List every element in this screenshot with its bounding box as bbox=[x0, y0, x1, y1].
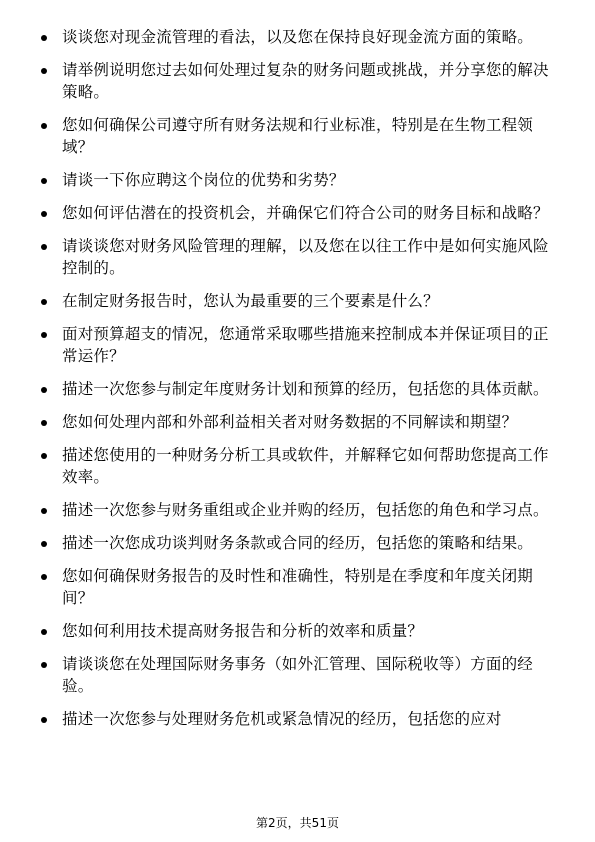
bullet-icon bbox=[41, 332, 47, 338]
question-item bbox=[41, 708, 561, 730]
question-item bbox=[41, 169, 561, 191]
question-item bbox=[41, 59, 561, 103]
question-item bbox=[41, 26, 561, 48]
page-number-footer: 第2页，共51页 bbox=[256, 816, 339, 830]
question-text: 描述一次您参与制定年度财务计划和预算的经历，包括您的具体贡献。 bbox=[62, 380, 549, 398]
question-text: 请谈谈您在处理国际财务事务（如外汇管理、国际税收等）方面的经验。 bbox=[62, 655, 534, 695]
bullet-icon bbox=[41, 387, 47, 393]
bullet-icon bbox=[41, 35, 47, 41]
question-text: 您如何利用技术提高财务报告和分析的效率和质量？ bbox=[62, 622, 424, 640]
question-text: 您如何评估潜在的投资机会，并确保它们符合公司的财务目标和战略？ bbox=[62, 204, 549, 222]
question-item bbox=[41, 290, 561, 312]
question-item bbox=[41, 653, 561, 697]
bullet-icon bbox=[41, 717, 47, 723]
bullet-icon bbox=[41, 629, 47, 635]
question-text: 您如何处理内部和外部利益相关者对财务数据的不同解读和期望？ bbox=[62, 413, 518, 431]
question-item bbox=[41, 378, 561, 400]
bullet-icon bbox=[41, 123, 47, 129]
bullet-icon bbox=[41, 541, 47, 547]
bullet-icon bbox=[41, 508, 47, 514]
bullet-icon bbox=[41, 453, 47, 459]
bullet-icon bbox=[41, 662, 47, 668]
question-text: 您如何确保财务报告的及时性和准确性，特别是在季度和年度关闭期间？ bbox=[62, 567, 534, 607]
question-text: 描述一次您参与财务重组或企业并购的经历，包括您的角色和学习点。 bbox=[62, 501, 549, 519]
question-text: 请举例说明您过去如何处理过复杂的财务问题或挑战，并分享您的解决策略。 bbox=[62, 61, 549, 101]
question-item bbox=[41, 499, 561, 521]
question-item bbox=[41, 411, 561, 433]
question-text: 请谈谈您对财务风险管理的理解，以及您在以往工作中是如何实施风险控制的。 bbox=[62, 237, 549, 277]
bullet-icon bbox=[41, 420, 47, 426]
question-list bbox=[41, 26, 561, 741]
question-item bbox=[41, 620, 561, 642]
bullet-icon bbox=[41, 178, 47, 184]
question-item bbox=[41, 532, 561, 554]
question-item bbox=[41, 444, 561, 488]
question-text: 描述一次您成功谈判财务条款或合同的经历，包括您的策略和结果。 bbox=[62, 534, 534, 552]
question-text: 在制定财务报告时，您认为最重要的三个要素是什么？ bbox=[62, 292, 439, 310]
bullet-icon bbox=[41, 68, 47, 74]
question-item bbox=[41, 114, 561, 158]
question-text: 请谈一下你应聘这个岗位的优势和劣势？ bbox=[62, 171, 345, 189]
bullet-icon bbox=[41, 574, 47, 580]
question-item bbox=[41, 202, 561, 224]
question-item bbox=[41, 323, 561, 367]
bullet-icon bbox=[41, 211, 47, 217]
question-text: 描述一次您参与处理财务危机或紧急情况的经历，包括您的应对 bbox=[62, 710, 502, 728]
question-text: 描述您使用的一种财务分析工具或软件，并解释它如何帮助您提高工作效率。 bbox=[62, 446, 549, 486]
bullet-icon bbox=[41, 244, 47, 250]
question-item bbox=[41, 565, 561, 609]
question-text: 您如何确保公司遵守所有财务法规和行业标准，特别是在生物工程领域？ bbox=[62, 116, 534, 156]
question-text: 谈谈您对现金流管理的看法，以及您在保持良好现金流方面的策略。 bbox=[62, 28, 534, 46]
question-text: 面对预算超支的情况，您通常采取哪些措施来控制成本并保证项目的正常运作？ bbox=[62, 325, 549, 365]
bullet-icon bbox=[41, 299, 47, 305]
question-item bbox=[41, 235, 561, 279]
